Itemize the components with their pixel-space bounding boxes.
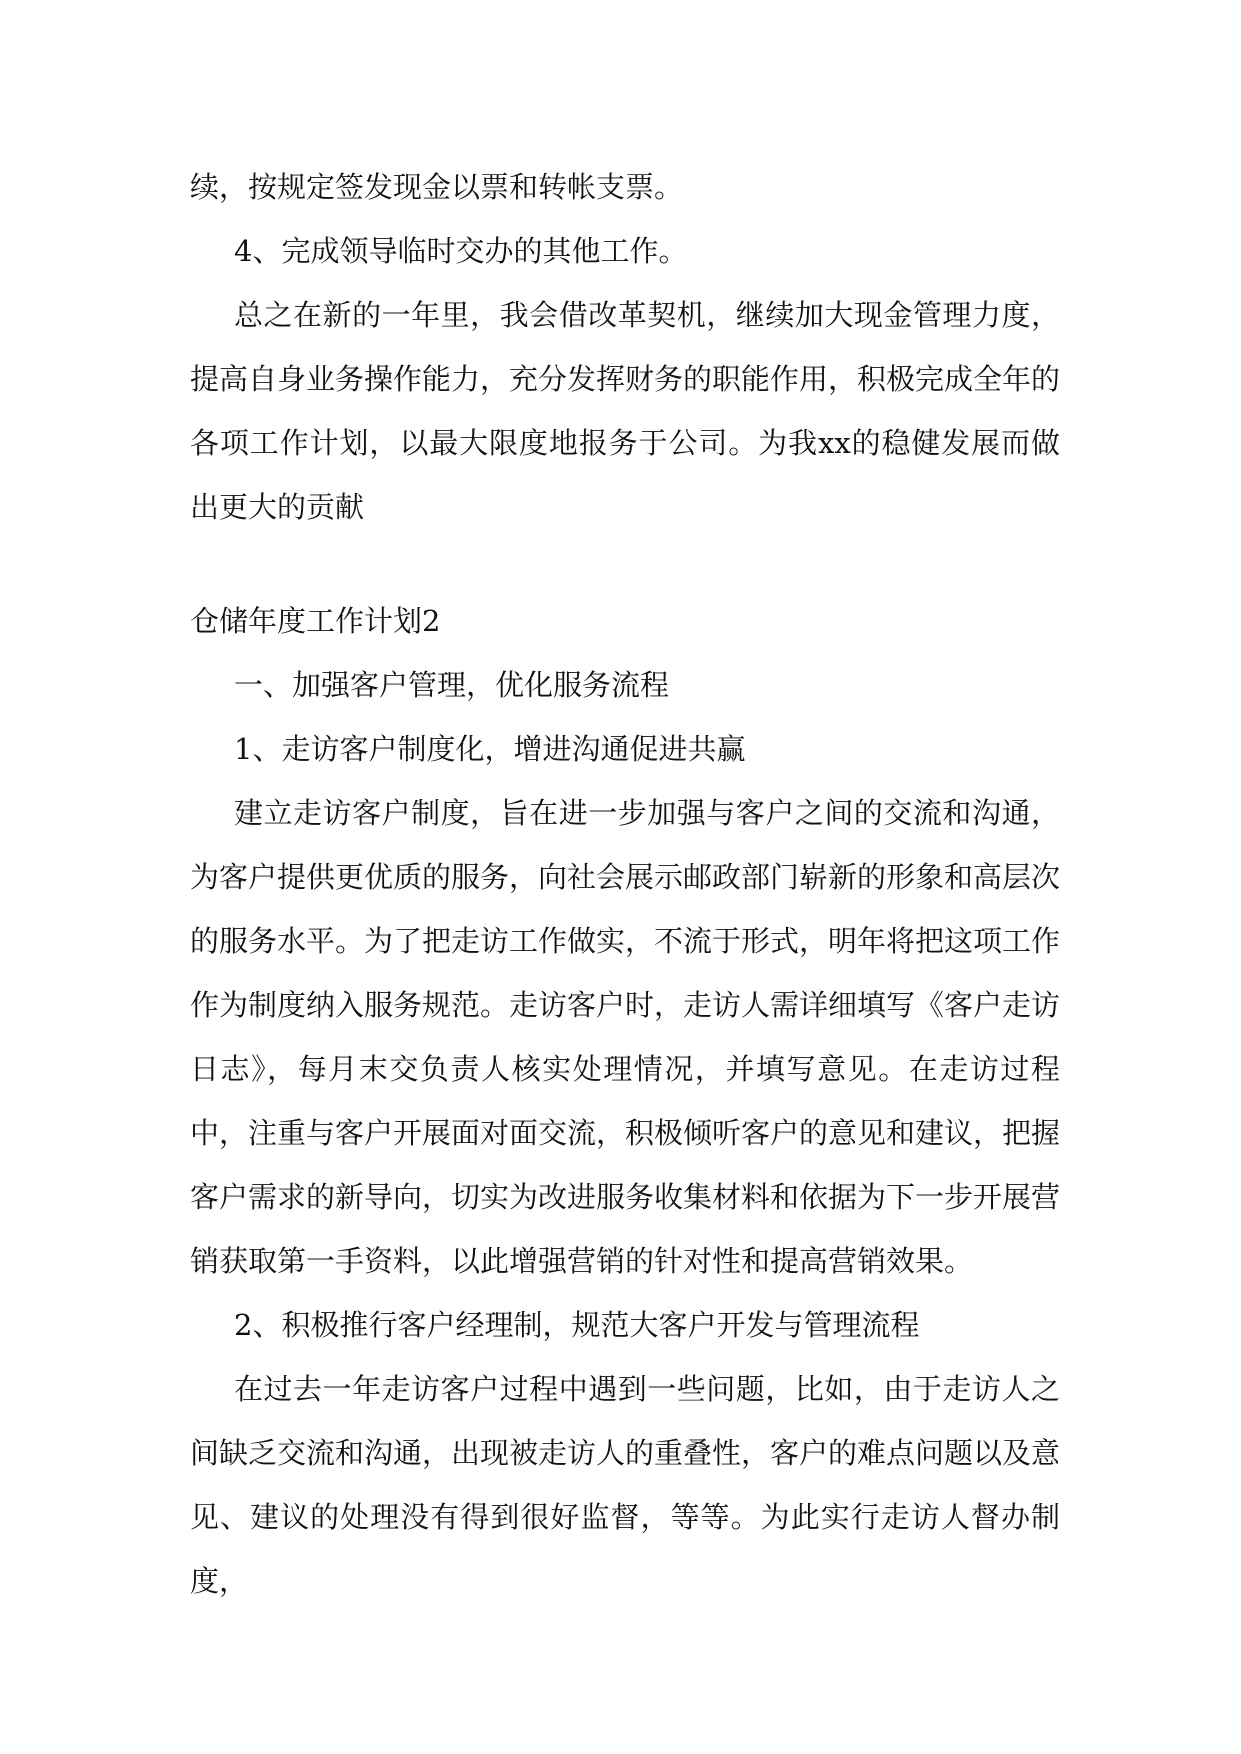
heading-level-1: 一、加强客户管理，优化服务流程 [234,668,670,702]
paragraph: 建立走访客户制度，旨在进一步加强与客户之间的交流和沟通，为客户提供更优质的服务，向社会展示邮政部门崭新的形象和高层次的服务水平。为了把走访工作做实，不流于形式，明年将把这项工作作为制度纳入服务规范。走访客户时，走访人需详细填写《客户走访日志》，每月末交负责人核实处理情况，并填写意见。在走访过程中，注重与客户开展面对面交流，积极倾听客户的意见和建议，把握客户需求的新导向，切实为改进服务收集材料和依据为下一步开展营销获取第一手资料，以此增强营销的针对性和提高营销效果。 [190,796,1061,1278]
heading-level-2: 2、积极推行客户经理制，规范大客户开发与管理流程 [234,1308,920,1342]
paragraph: 在过去一年走访客户过程中遇到一些问题，比如，由于走访人之间缺乏交流和沟通，出现被走访人的重叠性，客户的难点问题以及意见、建议的处理没有得到很好监督，等等。为此实行走访人督办制度， [190,1372,1061,1598]
paragraph: 4、完成领导临时交办的其他工作。 [234,234,688,268]
paragraph: 总之在新的一年里，我会借改革契机，继续加大现金管理力度，提高自身业务操作能力，充分发挥财务的职能作用，积极完成全年的各项工作计划，以最大限度地报务于公司。为我xx的稳健发展而做出更大的贡献 [190,298,1061,524]
section-spacer [190,539,1060,589]
section-title: 仓储年度工作计划2 [190,604,441,638]
heading-level-2: 1、走访客户制度化，增进沟通促进共赢 [234,732,746,766]
document-body [190,155,1060,1613]
paragraph: 续，按规定签发现金以票和转帐支票。 [190,170,684,204]
